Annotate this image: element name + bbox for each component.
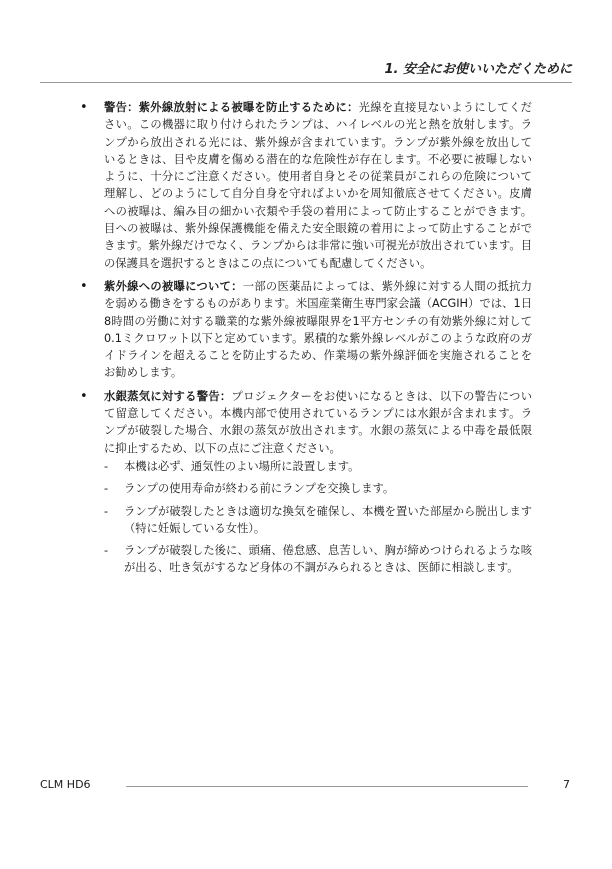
warning-heading: 紫外線への被曝について： (104, 279, 243, 293)
footer-divider (126, 786, 528, 787)
warning-body: 光線を直接見ないようにしてください。この機器に取り付けられたランプは、ハイレベルの光と熱を放射します。ランプから放出される光には、紫外線が含まれています。ランプが紫外線を放出しているときは、目や皮膚を傷める潜在的な危険性が存在します。不必要に被曝しないように、十分にご注意ください。使用者自身とその従業員がこれらの危険について理解し、どのようにして自分自身を守ればよいかを周知徹底させてください。皮膚への被曝は、編み目の細かい衣類や手袋の着用によって防止することができます。目への被曝は、紫外線保護機能を備えた安全眼鏡の着用によって防止することができます。紫外線だけでなく、ランプからは非常に強い可視光が放出されています。目の保護具を選択するときはこの点についても配慮してください。 (104, 101, 532, 270)
warning-heading: 水銀蒸気に対する警告： (104, 389, 232, 403)
bullet-icon: • (80, 388, 88, 404)
list-item-mercury-vapor (80, 388, 532, 577)
precaution-text: 本機は必ず、通気性のよい場所に設置します。 (124, 459, 360, 473)
bullet-icon: • (80, 278, 88, 294)
dash-icon: - (104, 459, 109, 473)
bullet-icon: • (80, 100, 88, 115)
dash-icon: - (104, 544, 109, 558)
warning-heading: 警告：紫外線放射による被曝を防止するために： (104, 101, 359, 114)
precaution-text: ランプが破裂したときは適切な換気を確保し、本機を置いた部屋から脱出します（特に妊娠している女性）。 (124, 504, 532, 535)
precaution-text: ランプが破裂した後に、頭痛、倦怠感、息苦しい、胸が締めつけられるような咳が出る、吐き気がするなど身体の不調がみられるときは、医師に相談します。 (124, 544, 532, 575)
list-item-uv-exposure (80, 278, 532, 382)
dash-icon: - (104, 482, 109, 496)
list-item-text (104, 99, 532, 272)
list-item-text (104, 278, 532, 382)
dash-icon: - (104, 504, 109, 518)
list-item-text (104, 388, 532, 457)
footer-product-name: CLM HD6 (40, 778, 91, 791)
page-number: 7 (563, 778, 570, 791)
precaution-item (104, 458, 532, 475)
precaution-item (104, 480, 532, 497)
warning-body: 一部の医薬品によっては、紫外線に対する人間の抵抗力を弱める働きをするものがあります。米国産業衛生専門家会議（ACGIH）では、1日8時間の労働に対する職業的な紫外線被曝限界を1平方センチの有効紫外線に対して0.1ミクロワット以下と定めています。累積的な紫外線レベルがこのような政府のガイドラインを超えることを防止するため、作業場の紫外線評価を実施されることをお勧めします。 (104, 279, 532, 380)
list-item-uv-radiation (80, 99, 532, 272)
precaution-item (104, 542, 532, 577)
precaution-item (104, 503, 532, 538)
precaution-list (104, 458, 532, 577)
safety-warnings (80, 99, 532, 583)
precaution-text: ランプの使用寿命が終わる前にランプを交換します。 (124, 482, 395, 496)
header-divider (40, 82, 572, 83)
section-title: 1. 安全にお使いいただくために (384, 62, 572, 77)
warning-body: プロジェクターをお使いになるときは、以下の警告について留意してください。本機内部で使用されているランプには水銀が含まれます。ランプが破裂した場合、水銀の蒸気が放出されます。水銀の蒸気による中毒を最低限に抑止するため、以下の点にご注意ください。 (104, 389, 532, 455)
